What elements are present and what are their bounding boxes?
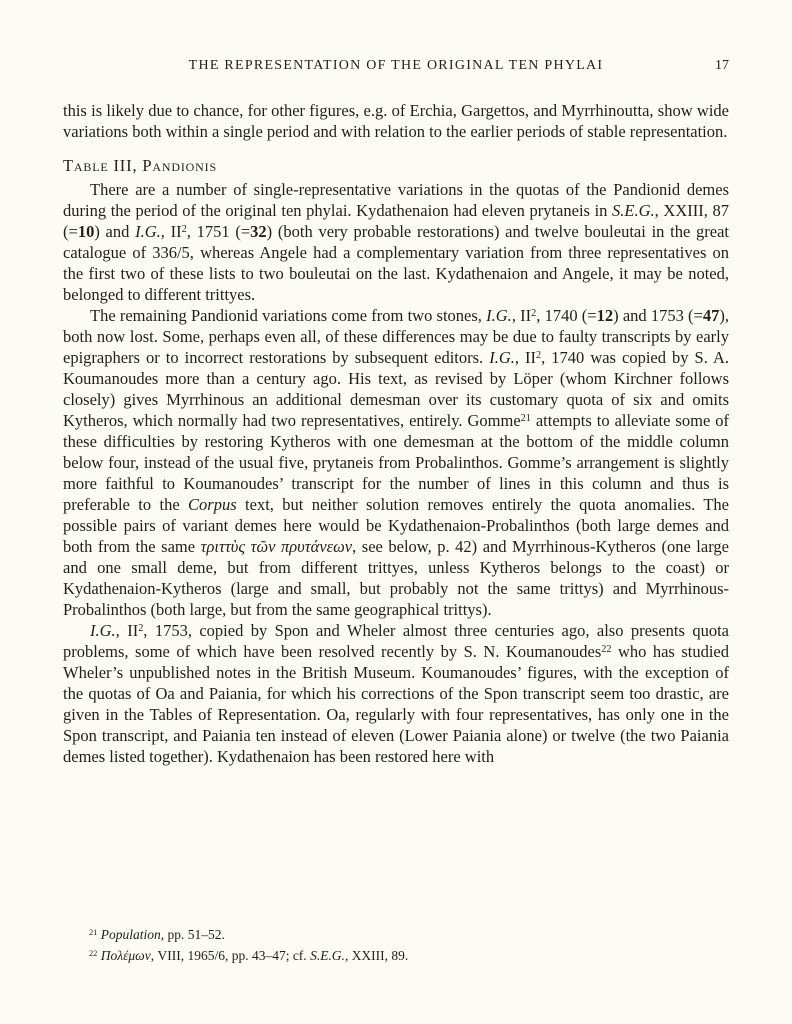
text-run: ), both now lost. Some, perhaps even all, of these differences may be due to faulty transcripts by early epigraphers or to incorrect restorations by subsequent editors. xyxy=(63,306,729,367)
text-run: I.G. xyxy=(486,306,512,325)
text-run: who has studied Wheler’s unpublished notes in the British Museum. Koumanoudes’ figures, with the exception of the quotas of Oa and Paiania, for which his corrections of the Spon transcript seem too drastic, are given in the Tables of Representation. Oa, regularly with four representatives, has only one in the Spon transcript, and Paiania ten instead of eleven (Lower Paiania alone) or twelve (the two Paiania demes listed together). Kydathenaion has been restored here with xyxy=(63,642,729,766)
footnote-marker: 21 xyxy=(89,928,98,938)
footnote-marker: 22 xyxy=(601,644,612,656)
text-run: , XXIII, 87 (= xyxy=(63,201,729,241)
text-column xyxy=(63,57,729,767)
text-run: ) (both very probable restorations) and twelve bouleutai in the great catalogue of 336/5, whereas Angele had a complementary variation from three representatives on the first two of these lists to two bouleutai on the last. Kydathenaion and Angele, it may be noted, belonged to different trittyes. xyxy=(63,222,730,304)
text-run: 10 xyxy=(77,222,95,241)
text-run: S.E.G. xyxy=(310,947,345,963)
text-run: The remaining Pandionid variations come from two stones, xyxy=(90,306,487,325)
text-run: , 1740 was copied by S. A. Koumanoudes more than a century ago. His text, as revised by Löper (whom Kirchner follows closely) gives Myrrhinous an additional demesman over its customary quota of six and omits Kytheros, which normally had two representatives, entirely. Gomme xyxy=(63,348,729,430)
footnote-marker: 2 xyxy=(181,224,187,236)
text-run: , pp. 51–52. xyxy=(160,927,225,942)
text-run: , II xyxy=(514,348,537,367)
text-run: There are a number of single-representative variations in the quotas of the Pandionid demes during the period of the original ten phylai. Kydathenaion had eleven prytaneis in xyxy=(63,180,729,220)
text-run: , II xyxy=(115,621,139,640)
paragraph xyxy=(63,179,729,305)
text-run: text, but neither solution removes entirely the quota anomalies. The possible pairs of variant demes here would be Kydathenaion-Probalinthos (both large demes and both from the same xyxy=(63,495,730,556)
footnote-marker: 2 xyxy=(138,623,144,635)
text-run: I.G. xyxy=(135,222,161,241)
footnote-marker: 2 xyxy=(531,308,537,320)
text-run: I.G. xyxy=(489,348,515,367)
page-body xyxy=(63,100,729,767)
footnote-marker: 2 xyxy=(536,350,542,362)
text-run: this is likely due to chance, for other figures, e.g. of Erchia, Gargettos, and Myrrhinoutta, show wide variations both within a single period and with relation to the earlier periods of stable representation. xyxy=(63,101,729,141)
text-run: ) and xyxy=(94,222,136,241)
text-run: Table III, Pandionis xyxy=(63,156,217,175)
running-header xyxy=(63,57,729,75)
text-run: , XXIII, 89. xyxy=(344,947,409,963)
section-heading xyxy=(63,155,729,176)
text-run: Population xyxy=(100,927,161,942)
text-run: , 1751 (= xyxy=(186,222,251,241)
footnote-marker: 22 xyxy=(89,948,98,958)
text-run: τριττὺς τῶν πρυτάνεων xyxy=(200,537,353,556)
text-run: Corpus xyxy=(188,495,237,514)
text-run: , see below, p. 42) and Myrrhinous-Kytheros (one large and one small deme, but from different trittyes, unless Kytheros belongs to the coast) or Kydathenaion-Kytheros (large and small, but probably not the same trittys) and Myrrhinous-Probalinthos (both large, but from the same geographical trittys). xyxy=(63,537,729,619)
text-run: , 1753, copied by Spon and Wheler almost three centuries ago, also presents quota problems, some of which have been resolved recently by S. N. Koumanoudes xyxy=(63,621,729,661)
footnote-marker: 21 xyxy=(520,413,531,425)
text-run: 47 xyxy=(702,306,720,325)
page-title: THE REPRESENTATION OF THE ORIGINAL TEN PHYLAI xyxy=(188,58,604,73)
text-run: I.G. xyxy=(90,621,116,640)
footnote xyxy=(63,925,729,946)
text-run: , 1740 (= xyxy=(536,306,597,325)
text-run: S.E.G. xyxy=(612,201,655,220)
text-run: ) and 1753 (= xyxy=(613,306,703,325)
text-run: attempts to alleviate some of these difficulties by restoring Kytheros with one demesman at the bottom of the middle column below four, instead of the usual five, prytaneis from Probalinthos. Gomme’s arrangement is slightly more faithful to Koumanoudes’ transcript for the number of lines in this column and thus is preferable to the xyxy=(63,411,729,514)
text-run: , VIII, 1965/6, pp. 43–47; cf. xyxy=(150,947,311,963)
paragraph xyxy=(63,620,729,767)
text-run: Πολέμων xyxy=(100,947,151,963)
footnote xyxy=(63,946,729,967)
text-run: , II xyxy=(160,222,182,241)
paragraph xyxy=(63,100,729,142)
text-run: 12 xyxy=(596,306,614,325)
paragraph xyxy=(63,305,729,620)
text-run: , II xyxy=(511,306,532,325)
footnotes xyxy=(63,925,729,966)
page-number: 17 xyxy=(715,58,729,73)
text-run: 32 xyxy=(250,222,267,241)
